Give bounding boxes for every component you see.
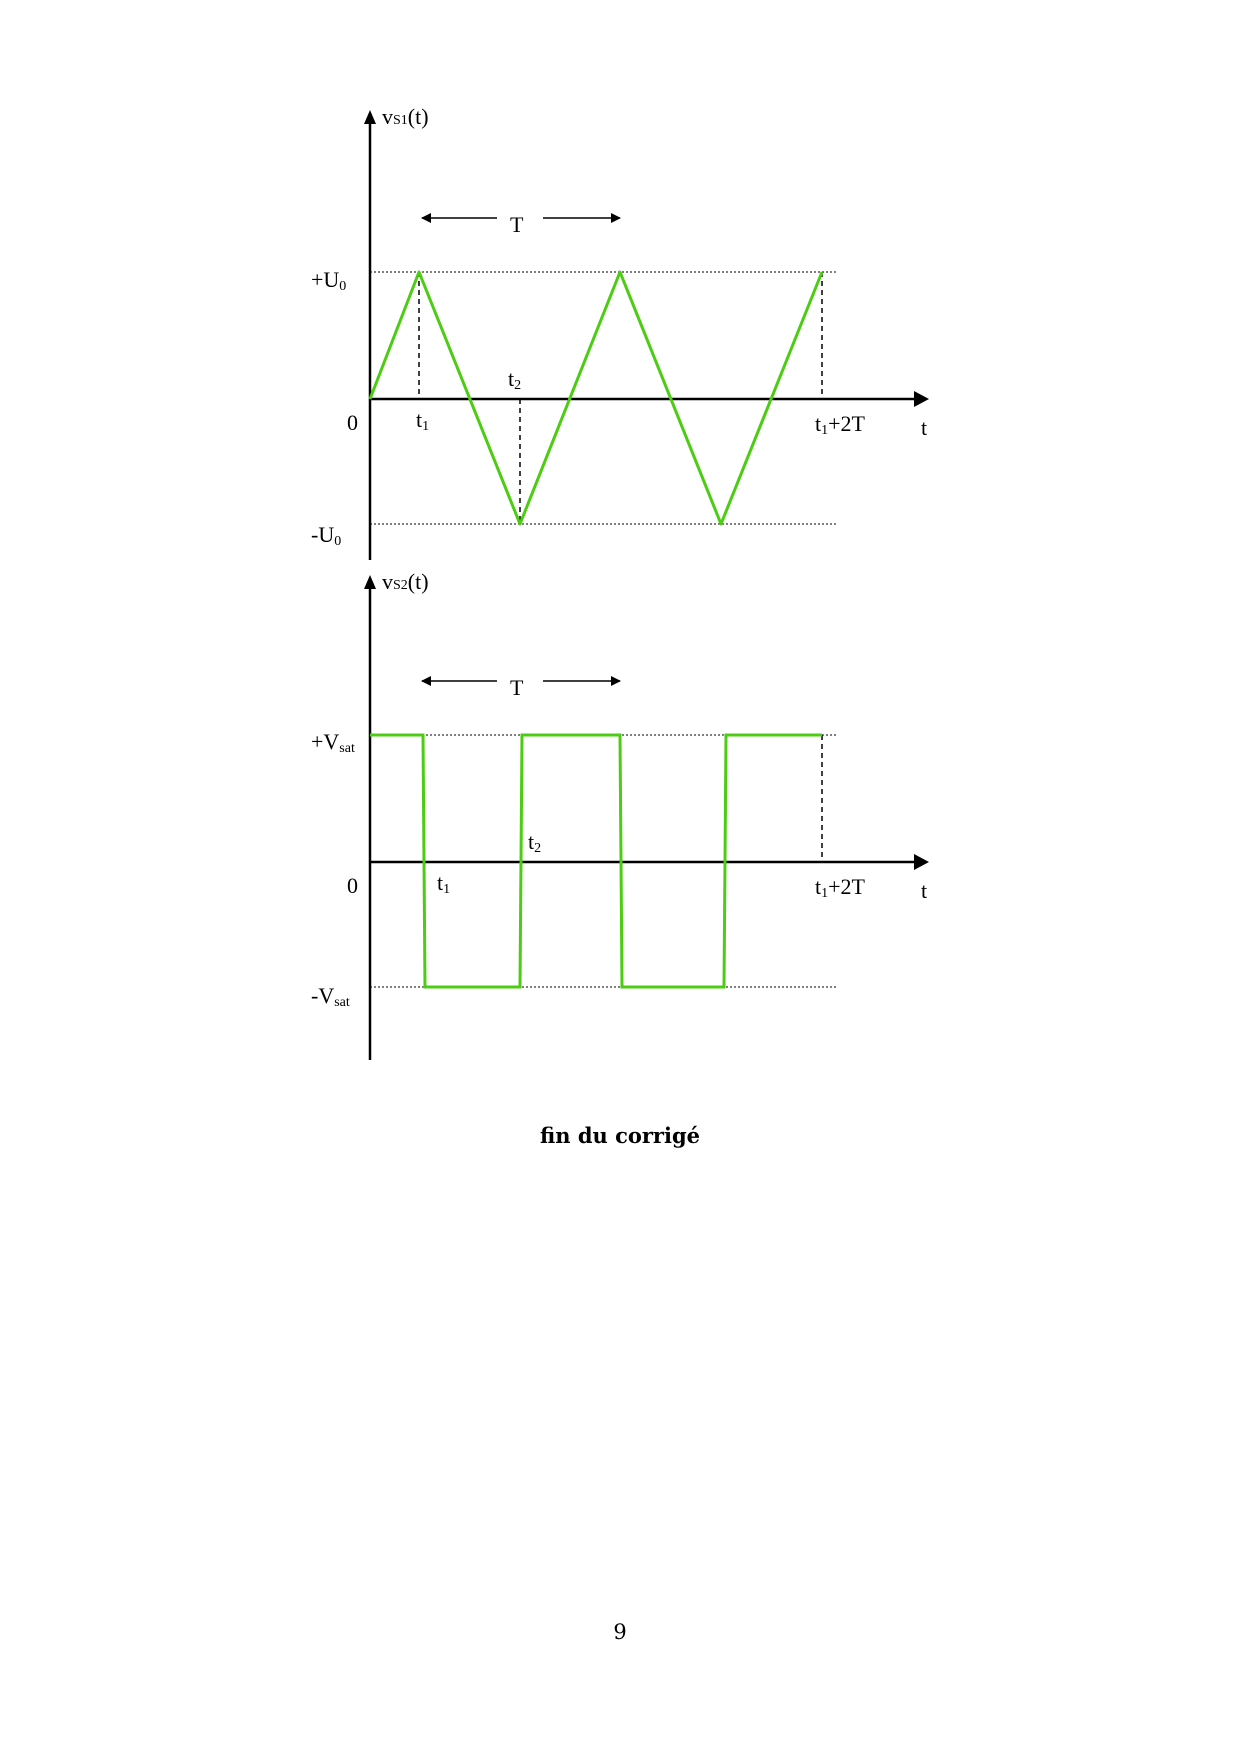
x-axis-arrow-2 [914, 854, 929, 870]
t1-2t-label-2: t1+2T [815, 874, 865, 901]
level-label-bottom-1: -U0 [311, 522, 342, 549]
end-note: fin du corrigé [539, 1123, 701, 1148]
level-label-zero-2: 0 [347, 873, 358, 898]
y-axis-arrow-1 [364, 110, 376, 124]
period-label-1: T [510, 212, 524, 237]
y-axis-label-2: vS2(t) [382, 569, 429, 594]
x-axis-label-1: t [921, 415, 928, 440]
y-axis-label-1: vS1(t) [382, 104, 429, 129]
t1-label-1: t1 [416, 407, 430, 434]
t1-2t-label-1: t1+2T [815, 411, 865, 438]
x-axis-arrow-1 [914, 391, 929, 407]
t1-label-2: t1 [437, 870, 451, 897]
level-label-top-1: +U0 [311, 267, 347, 294]
level-label-bottom-2: -Vsat [311, 983, 350, 1010]
square-wave-diagram [311, 569, 929, 1060]
y-axis-arrow-2 [364, 575, 376, 589]
level-label-zero-1: 0 [347, 410, 358, 435]
t2-label-1: t2 [508, 366, 522, 393]
period-label-2: T [510, 675, 524, 700]
x-axis-label-2: t [921, 878, 928, 903]
t2-label-2: t2 [528, 829, 542, 856]
page-number: 9 [613, 1620, 627, 1644]
level-label-top-2: +Vsat [311, 729, 355, 756]
triangle-wave-diagram [311, 104, 929, 560]
